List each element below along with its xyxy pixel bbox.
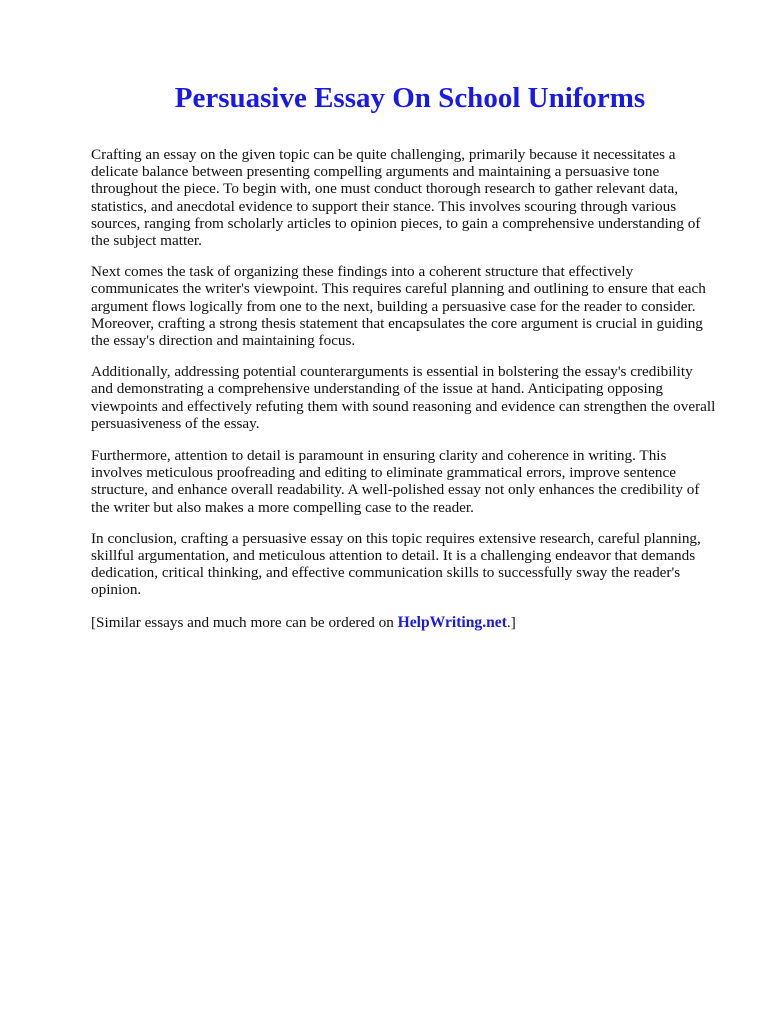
helpwriting-link[interactable]: HelpWriting.net — [397, 613, 507, 631]
paragraph-5: In conclusion, crafting a persuasive essay on this topic requires extensive research, careful planning, skillful argumentation, and meticulous attention to detail. It is a challenging endeavor that demands dedication, critical thinking, and effective communication skills to successfully sway the reader's opinion. — [91, 529, 701, 599]
promo-line — [91, 613, 718, 633]
paragraph-2: Next comes the task of organizing these findings into a coherent structure that effectively communicates the writer's viewpoint. This requires careful planning and outlining to ensure that each argument flows logically from one to the next, building a persuasive case for the reader to consider. Moreover, crafting a strong thesis statement that encapsulates the core argument is crucial in guiding the essay's direction and maintaining focus. — [91, 263, 706, 350]
document-body — [91, 146, 718, 633]
paragraph-4: Furthermore, attention to detail is paramount in ensuring clarity and coherence in writing. This involves meticulous proofreading and editing to eliminate grammatical errors, improve sentence structure, and enhance overall readability. A well-polished essay not only enhances the credibility of the writer but also makes a more compelling case to the reader. — [91, 447, 700, 516]
promo-prefix: [Similar essays and much more can be ordered on — [91, 613, 398, 631]
paragraph-3: Additionally, addressing potential counterarguments is essential in bolstering the essay's credibility and demonstrating a comprehensive understanding of the issue at hand. Anticipating opposing viewpoints and effectively refuting them with sound reasoning and evidence can strengthen the overall persuasiveness of the essay. — [91, 363, 716, 432]
document-title: Persuasive Essay On School Uniforms — [174, 82, 646, 114]
promo-suffix: .] — [506, 613, 516, 631]
paragraph-1: Crafting an essay on the given topic can be quite challenging, primarily because it necessitates a delicate balance between presenting compelling arguments and maintaining a persuasive tone throughout the piece. To begin with, one must conduct thorough research to gather relevant data, statistics, and anecdotal evidence to support their stance. This involves scouring through various sources, ranging from scholarly articles to opinion pieces, to gain a comprehensive understanding of the subject matter. — [91, 146, 701, 250]
